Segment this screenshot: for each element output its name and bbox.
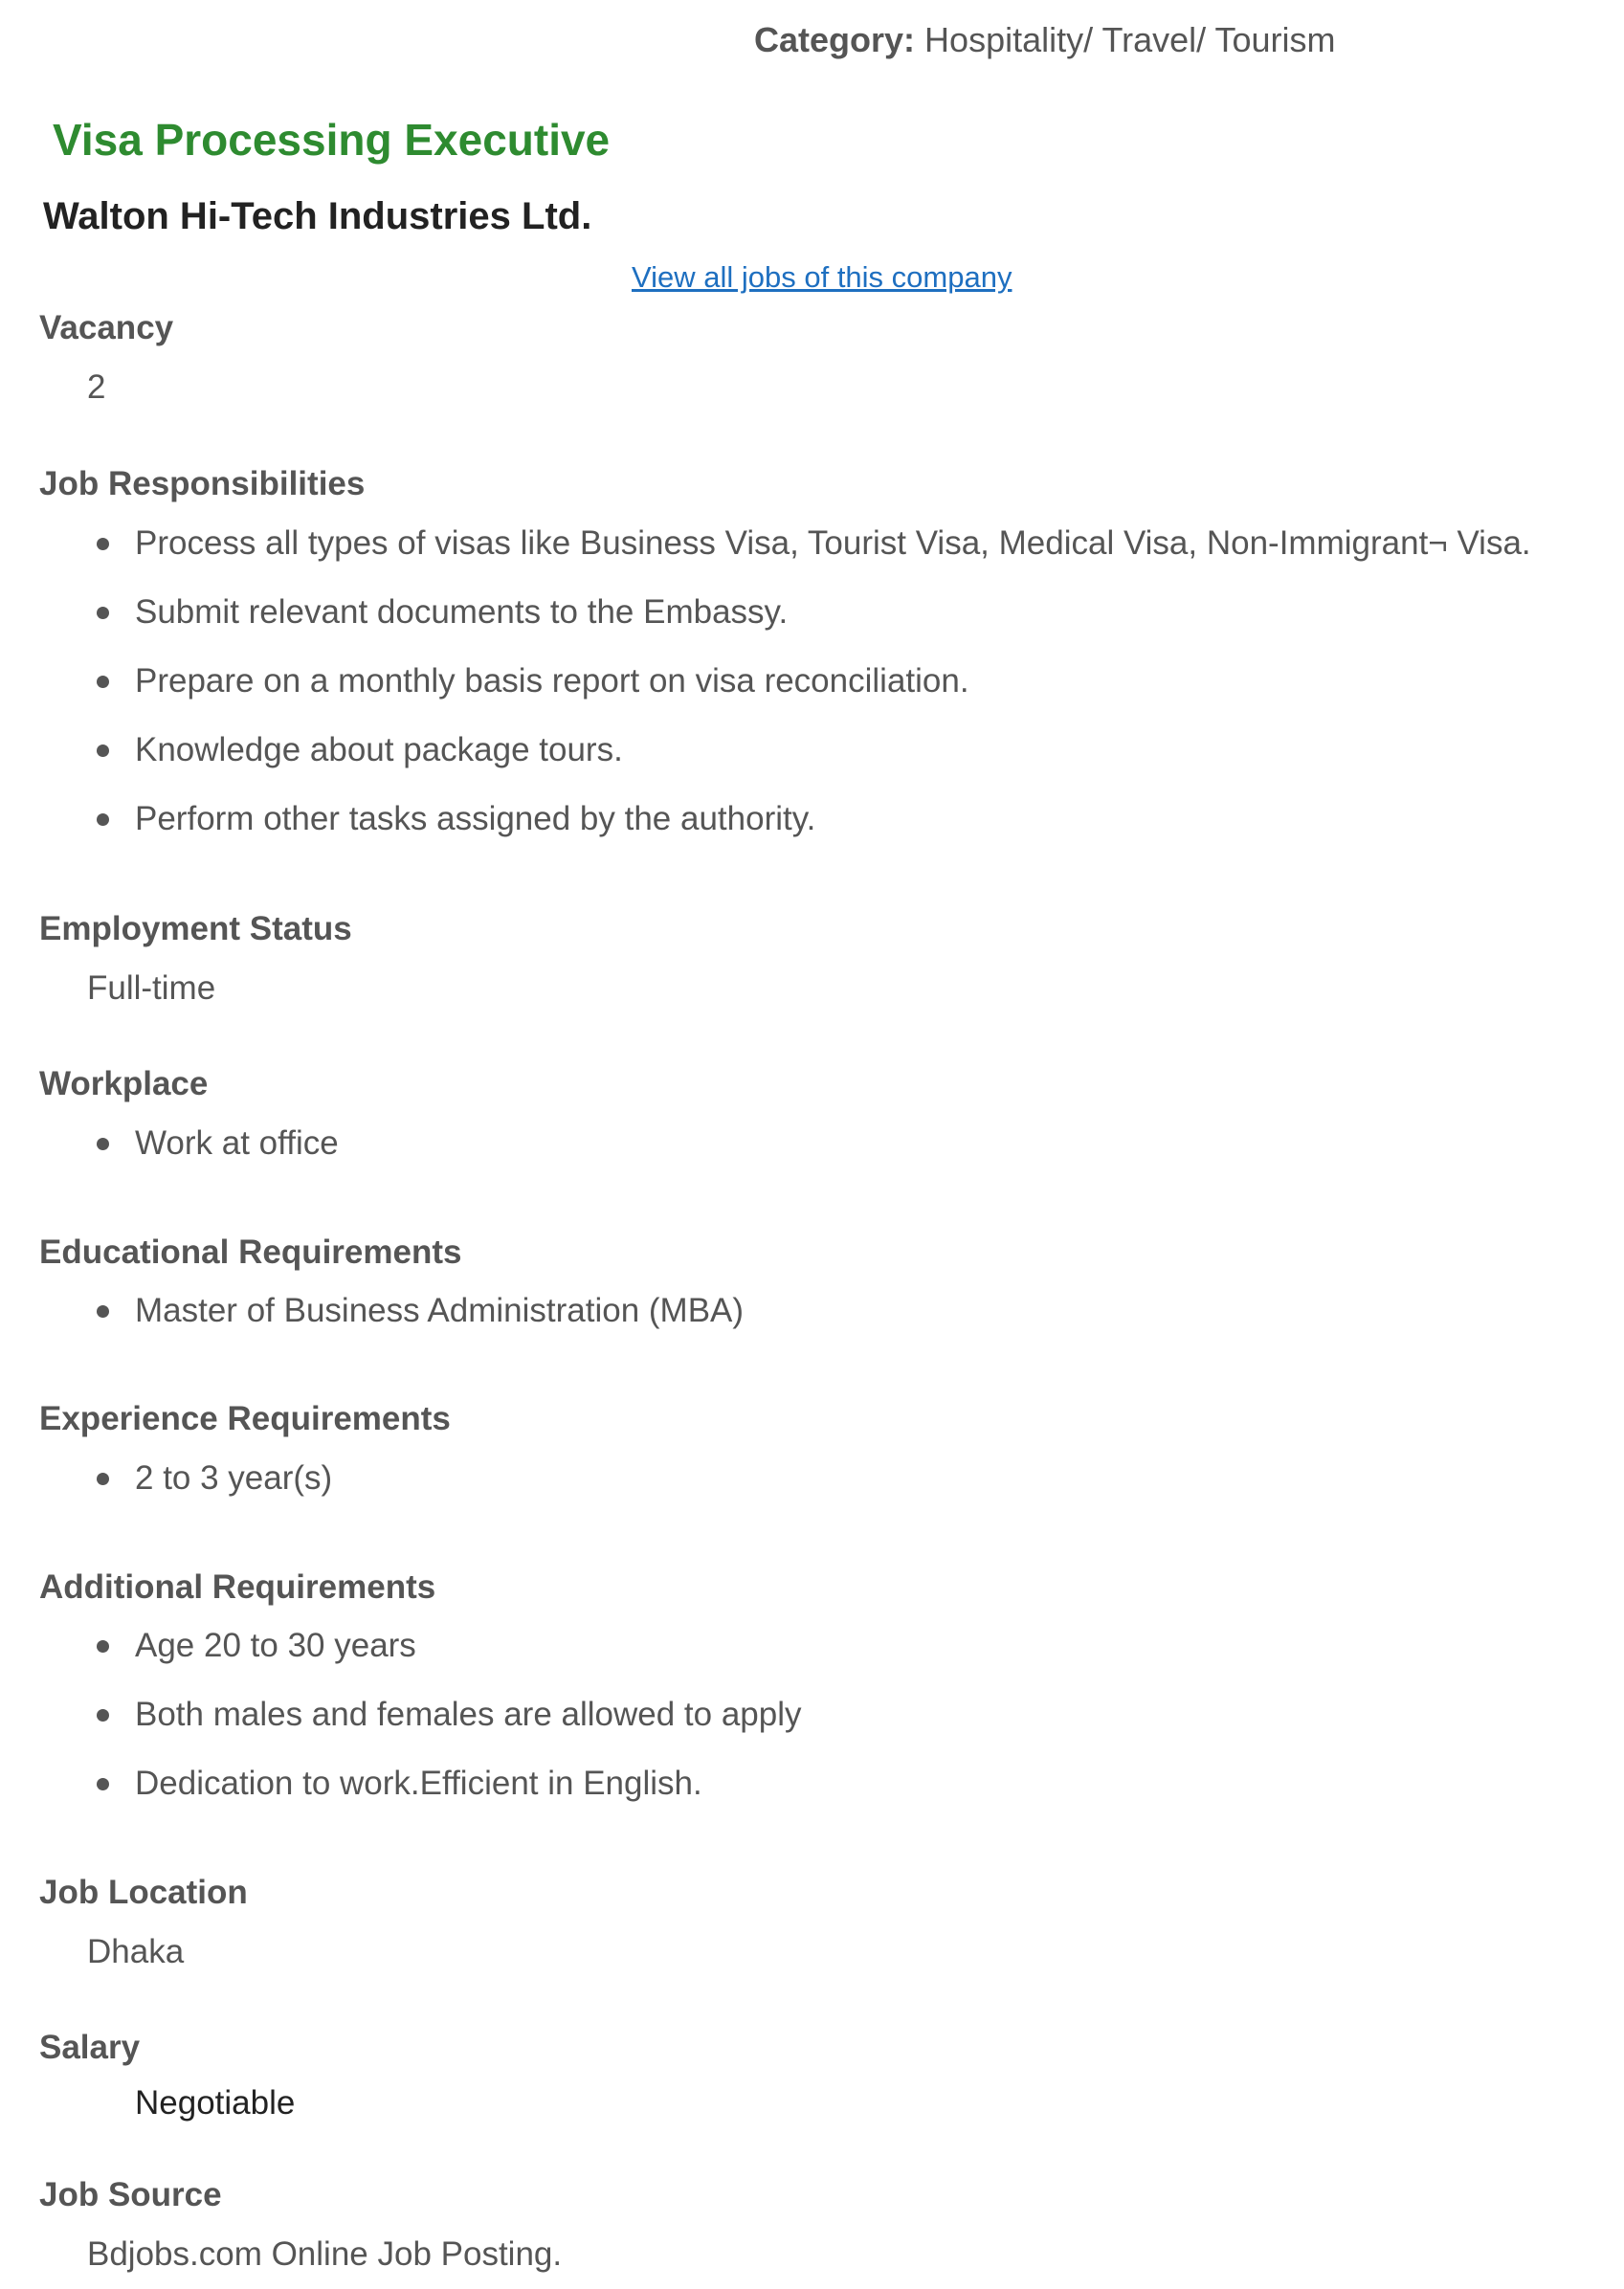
category-label: Category: [754, 20, 916, 59]
bullet-icon [97, 676, 109, 688]
location-heading: Job Location [39, 1874, 248, 1911]
bullet-icon [97, 1305, 109, 1318]
bullet-icon [97, 1709, 109, 1722]
workplace-list [0, 1122, 339, 1190]
job-title: Visa Processing Executive [53, 115, 611, 165]
vacancy-heading: Vacancy [39, 309, 174, 346]
additional-heading: Additional Requirements [39, 1568, 436, 1606]
list-item: Submit relevant documents to the Embassy. [0, 590, 1531, 659]
category-value: Hospitality/ Travel/ Tourism [924, 20, 1336, 59]
salary-heading: Salary [39, 2029, 141, 2066]
source-value: Bdjobs.com Online Job Posting. [87, 2235, 563, 2273]
category-line [754, 17, 1336, 63]
bullet-icon [97, 1640, 109, 1653]
bullet-icon [97, 1778, 109, 1790]
list-item: Age 20 to 30 years [0, 1624, 802, 1693]
bullet-icon [97, 538, 109, 550]
responsibilities-list [0, 522, 1531, 866]
source-heading: Job Source [39, 2176, 222, 2213]
list-item: 2 to 3 year(s) [0, 1456, 332, 1525]
bullet-icon [97, 1138, 109, 1150]
list-item: Work at office [0, 1122, 339, 1190]
list-item: Perform other tasks assigned by the authority. [0, 797, 1531, 866]
employment-status-heading: Employment Status [39, 910, 352, 947]
list-item: Process all types of visas like Business Visa, Tourist Visa, Medical Visa, Non-Immigrant¬ Visa. [0, 522, 1531, 590]
additional-list [0, 1624, 802, 1831]
bullet-icon [97, 1473, 109, 1485]
experience-list [0, 1456, 332, 1525]
bullet-icon [97, 813, 109, 826]
list-item: Master of Business Administration (MBA) [0, 1289, 744, 1358]
responsibilities-heading: Job Responsibilities [39, 465, 366, 502]
view-all-jobs-link[interactable]: View all jobs of this company [632, 260, 1012, 294]
education-list [0, 1289, 744, 1358]
list-item: Prepare on a monthly basis report on visa reconciliation. [0, 659, 1531, 728]
location-value: Dhaka [87, 1933, 185, 1970]
experience-heading: Experience Requirements [39, 1400, 451, 1437]
company-name: Walton Hi-Tech Industries Ltd. [43, 195, 592, 237]
list-item: Knowledge about package tours. [0, 728, 1531, 797]
employment-status-value: Full-time [87, 969, 216, 1007]
workplace-heading: Workplace [39, 1065, 209, 1102]
bullet-icon [97, 744, 109, 757]
vacancy-value: 2 [87, 368, 106, 406]
bullet-icon [97, 607, 109, 619]
salary-value: Negotiable [135, 2084, 296, 2122]
list-item: Both males and females are allowed to apply [0, 1693, 802, 1762]
list-item: Dedication to work.Efficient in English. [0, 1762, 802, 1831]
education-heading: Educational Requirements [39, 1233, 462, 1271]
